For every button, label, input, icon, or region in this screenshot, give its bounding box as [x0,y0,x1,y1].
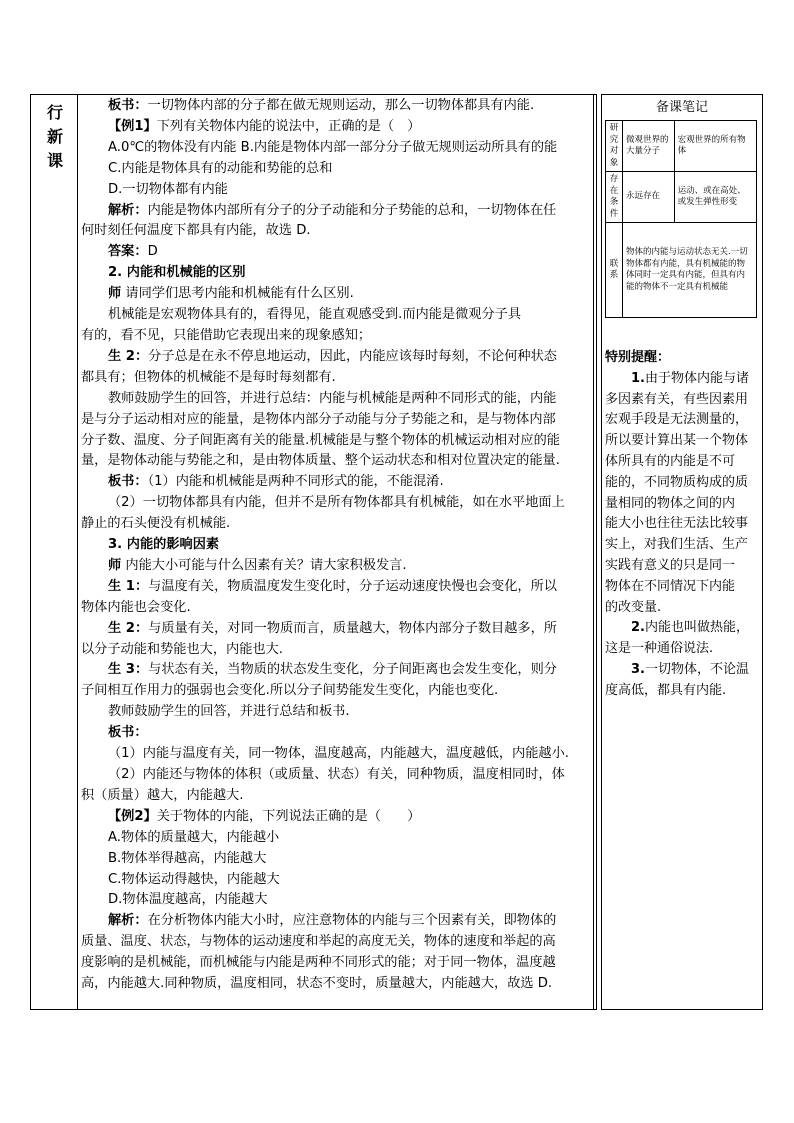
text-line [605,556,759,577]
text-line [81,493,589,514]
table-row [606,223,757,318]
text-line [81,431,589,452]
text-line [81,514,589,535]
text-line [81,681,589,702]
bold-label: 师 [108,557,122,573]
text-line [81,201,589,222]
lesson-body [81,96,589,995]
text-line [81,347,589,368]
line-text: 积（质量）越大，内能越大. [81,787,244,803]
text-line [81,284,589,305]
section-label-char: 行 [46,103,63,122]
bold-label: 【例2】 [108,808,157,824]
text-line [81,953,589,974]
row-header: 联系 [606,223,623,318]
section-label-char: 课 [46,151,63,170]
bold-label: 1. [631,370,645,386]
bold-label: 生 1： [108,578,149,594]
line-text: 的改变量. [605,599,662,615]
line-text: （2）一切物体都具有内能，但并不是所有物体都具有机械能，如在水平地面上 [108,495,565,511]
line-text: 内能是物体内部所有分子的分子动能和分子势能的总和，一切物体在任 [147,202,557,218]
text-line [605,452,759,473]
text-line [81,911,589,932]
line-text: 物体内能也会变化. [81,599,191,615]
line-text: 都具有；但物体的机械能不是每时每刻都有. [81,369,336,385]
text-line [81,242,589,263]
text-line [81,640,589,661]
text-line [605,535,759,556]
line-text: 是与分子运动相对应的能量，是物体内部分子动能与分子势能之和，是与物体内部 [81,411,556,427]
line-text: A.0℃的物体没有内能 B.内能是物体内部一部分分子做无规则运动所具有的能 [108,139,558,155]
line-text: 实上，对我们生活、生产 [605,537,749,553]
text-line [81,326,589,347]
text-line [81,180,589,201]
column-divider [77,95,78,1009]
text-line [81,577,589,598]
line-text: D [147,244,158,260]
text-line [81,451,589,472]
bold-label: 解析： [108,202,148,218]
text-line [81,765,589,786]
text-line [81,138,589,159]
text-line [605,577,759,598]
text-line [81,598,589,619]
line-text: 宏观手段是无法测量的， [605,412,749,428]
notes-title: 备课笔记 [655,100,708,115]
text-line [81,723,589,744]
line-text: 物体在不同情况下内能 [605,578,736,594]
line-text: 内能也叫做热能， [644,620,749,636]
line-text: 何时刻任何温度下都具有内能，故选 D. [81,223,311,239]
table-cell: 微观世界的大量分子 [623,121,675,172]
line-text: （1）内能与温度有关，同一物体，温度越高，内能越大，温度越低，内能越小. [108,746,569,762]
section-label-char: 新 [46,127,63,146]
text-line [81,870,589,891]
line-text: 度高低，都具有内能. [605,682,727,698]
line-text: 量，是物体动能与势能之和，是由物体质量、整个运动状态和相对位置决定的能量. [81,453,560,469]
text-line [81,890,589,911]
bold-label: 生 2： [108,620,149,636]
line-text: 这是一种通俗说法. [605,641,714,657]
bold-label: 2. [631,620,645,636]
text-line [81,828,589,849]
line-text: C.物体运动得越快，内能越大 [108,871,280,887]
table-row [606,121,757,172]
text-line [81,305,589,326]
line-text: 所以要计算出某一个物体 [605,433,749,449]
text-line [605,639,759,660]
line-text: 与温度有关，物质温度发生变化时，分子运动速度快慢也会变化，所以 [148,578,557,594]
line-text: 质量、温度、状态，与物体的运动速度和举起的高度无关，物体的速度和举起的高 [81,934,556,950]
bold-label: 解析： [108,913,148,929]
bold-label: 师 [108,286,122,302]
line-text: D.一切物体都有内能 [108,181,228,197]
section-label [41,101,69,173]
tips-title: 特别提醒： [605,350,671,365]
line-text: （1）内能和机械能是两种不同形式的能，不能混淆. [147,474,444,490]
bold-label: 生 3： [108,662,149,678]
row-header: 研究对象 [606,121,623,172]
text-line [81,932,589,953]
text-line [605,431,759,452]
line-text: 子间相互作用力的强弱也会变化.所以分子间势能发生变化，内能也变化. [81,683,499,699]
line-text: 高，内能越大.同种物质，温度相同，状态不变时，质量越大，内能越大，故选 D. [81,976,553,992]
line-text: 能的，不同物质构成的质 [605,474,749,490]
line-text: 机械能是宏观物体具有的，看得见，能直观感受到.而内能是微观分子具 [108,307,522,323]
text-line [81,263,589,284]
text-line [81,472,589,493]
line-text: 多因素有关，有些因素用 [605,391,749,407]
text-line [81,96,589,117]
line-text: 以分子动能和势能也大，内能也大. [81,641,284,657]
table-cell: 运动、或在高处、或发生弹性形变 [674,172,756,223]
tips-box [605,348,759,702]
line-text: 教师鼓励学生的回答，并进行总结：内能与机械能是两种不同形式的能，内能 [108,390,557,406]
bold-label: 生 2： [108,348,149,364]
text-line [81,410,589,431]
text-line [81,702,589,723]
line-text: 度影响的是机械能，而机械能与内能是两种不同形式的能；对于同一物体，温度越 [81,955,556,971]
text-line [81,849,589,870]
bold-label: 2. 内能和机械能的区别 [108,265,246,281]
bold-label: 答案： [108,244,148,260]
line-text: 实践有意义的只是同一 [605,557,736,573]
line-text: D.物体温度越高，内能越大 [108,892,268,908]
comparison-table [605,120,757,318]
text-line [81,221,589,242]
line-text: 有的，看不见，只能借助它表现出来的现象感知； [81,327,372,343]
table-cell: 宏观世界的所有物体 [674,121,756,172]
bold-label: 【例1】 [108,118,157,134]
bold-label: 3. [631,661,645,677]
bold-label: 板书： [108,474,148,490]
line-text: 内能大小可能与什么因素有关？请大家积极发言. [121,557,407,573]
text-line [81,807,589,828]
text-line [81,535,589,556]
text-line [605,390,759,411]
text-line [605,660,759,681]
row-header: 存在条件 [606,172,623,223]
line-text: 静止的石头便没有机械能. [81,516,231,532]
bold-label: 3. 内能的影响因素 [108,537,220,553]
text-line [605,369,759,390]
line-text: 在分析物体内能大小时，应注意物体的内能与三个因素有关，即物体的 [147,913,557,929]
line-text: 关于物体的内能，下列说法正确的是（ ） [156,808,421,824]
text-line [81,389,589,410]
line-text: B.物体举得越高，内能越大 [108,850,267,866]
inner-border [593,95,594,1009]
table-row [606,172,757,223]
bold-label: 板书： [108,98,148,113]
text-line [605,494,759,515]
text-line [605,618,759,639]
line-text: 一切物体内部的分子都在做无规则运动，那么一切物体都具有内能. [147,98,535,113]
table-cell: 永远存在 [623,172,675,223]
text-line [605,473,759,494]
line-text: 量相同的物体之间的内 [605,495,736,511]
text-line [81,660,589,681]
text-line [605,598,759,619]
line-text: 分子数、温度、分子间距离有关的能量.机械能是与整个物体的机械运动相对应的能 [81,432,560,448]
line-text: 体所具有的内能是不可 [605,453,736,469]
line-text: 一切物体，不论温 [644,661,749,677]
text-line [81,368,589,389]
text-line [81,117,589,138]
text-line [81,744,589,765]
text-line [81,159,589,180]
text-line [81,974,589,995]
line-text: A.物体的质量越大，内能越小 [108,829,280,845]
line-text: 分子总是在永不停息地运动，因此，内能应该每时每刻，不论何种状态 [148,348,557,364]
bold-label: 板书： [108,725,148,741]
line-text: 与状态有关，当物质的状态发生变化，分子间距离也会发生变化，则分 [148,662,557,678]
line-text: 能大小也往往无法比较事 [605,516,749,532]
line-text: 与质量有关，对同一物质而言，质量越大，物体内部分子数目越多，所 [148,620,557,636]
line-text: 下列有关物体内能的说法中，正确的是（ ） [156,118,421,134]
line-text: （2）内能还与物体的体积（或质量、状态）有关，同种物质，温度相同时，体 [108,767,565,782]
text-line [81,556,589,577]
text-line [81,619,589,640]
line-text: 请同学们思考内能和机械能有什么区别. [121,286,354,302]
line-text: C.内能是物体具有的动能和势能的总和 [108,160,333,176]
text-line [605,410,759,431]
line-text: 教师鼓励学生的回答，并进行总结和板书. [108,704,350,720]
line-text: 由于物体内能与诸 [644,370,749,386]
table-cell: 物体的内能与运动状态无关.一切物体都有内能，具有机械能的物体同时一定具有内能，但具有内能的物体不一定具有机械能 [623,223,757,318]
text-line [605,681,759,702]
text-line [81,786,589,807]
text-line [605,514,759,535]
